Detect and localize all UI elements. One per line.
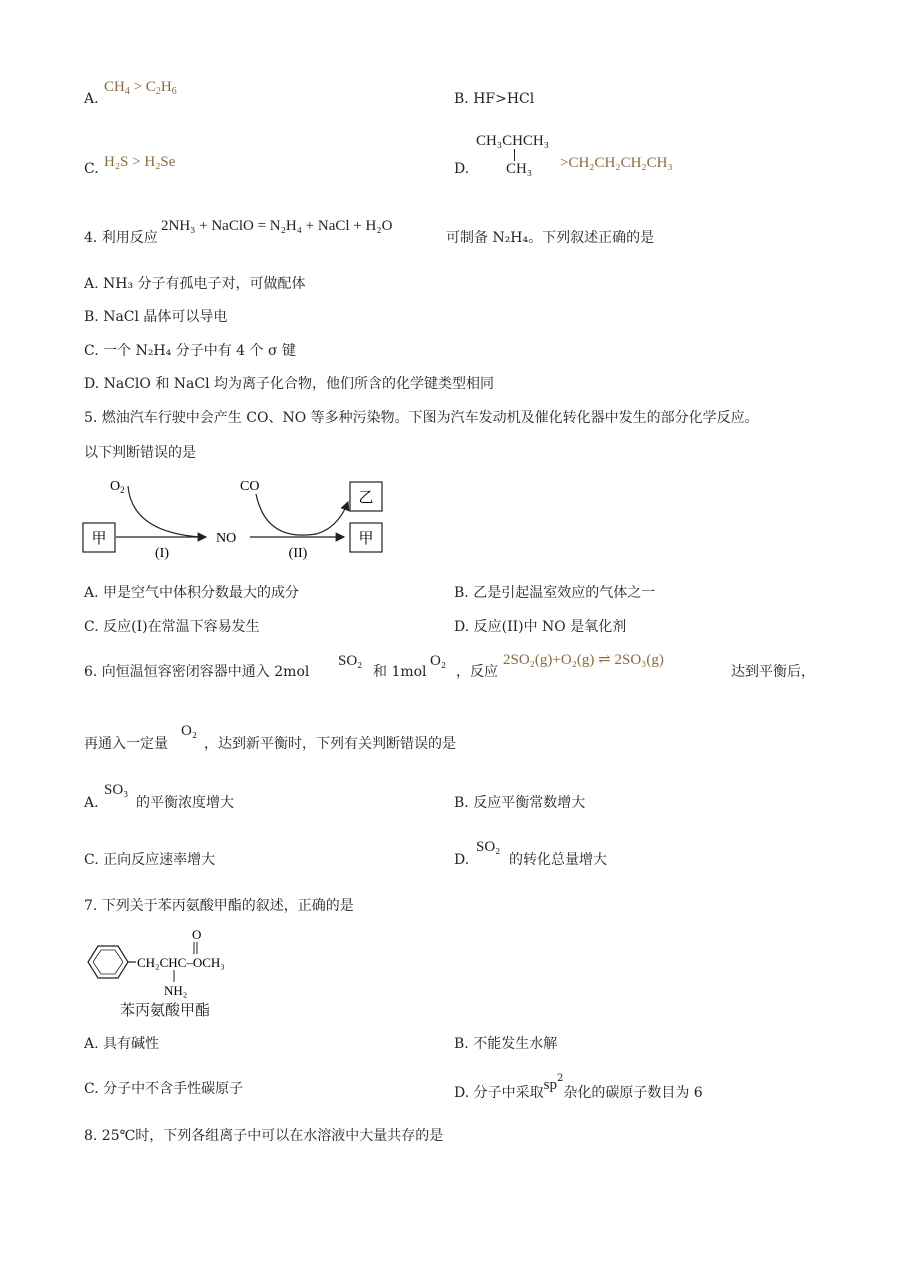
q5-box-jia-right-text: 甲 bbox=[358, 531, 374, 547]
q5-o2-label: $O_2$ bbox=[110, 479, 125, 495]
q6-option-b: B. 反应平衡常数增大 bbox=[454, 795, 586, 811]
q5-curve-o2 bbox=[128, 486, 200, 537]
q5-stem-line1: 5. 燃油汽车行驶中会产生 CO、NO 等多种污染物。下图为汽车发动机及催化转化器中发生的部分化学反应。 bbox=[84, 410, 759, 426]
q7-stem: 7. 下列关于苯丙氨酸甲酯的叙述，正确的是 bbox=[84, 898, 354, 914]
q6-stem-part4: 达到平衡后， bbox=[731, 664, 815, 680]
q6-option-a-text: 的平衡浓度增大 bbox=[136, 795, 234, 811]
q7-option-a: A. 具有碱性 bbox=[84, 1036, 160, 1052]
q7-chain: CH₂CHC–OCH₃ bbox=[137, 955, 225, 970]
q3-option-b: B. HF>HCl bbox=[454, 91, 535, 107]
q5-no-label: NO bbox=[216, 531, 237, 546]
q6-so2: SO₂ bbox=[338, 653, 363, 669]
q7-option-d-sup: 2 bbox=[556, 1073, 564, 1084]
q6-stem-line2-suffix: ，达到新平衡时，下列有关判断错误的是 bbox=[204, 736, 456, 752]
q5-box-yi-text: 乙 bbox=[358, 490, 374, 506]
q6-stem-line2-prefix: 再通入一定量 bbox=[84, 736, 168, 752]
q4-stem-prefix: 4. 利用反应 bbox=[84, 230, 158, 246]
q3-option-a-label: A. bbox=[84, 91, 99, 107]
q6-option-d-label: D. bbox=[454, 852, 470, 868]
q5-step1-label: (I) bbox=[155, 546, 169, 561]
q3-option-d-branch-top: CH₃CHCH₃ bbox=[476, 133, 549, 149]
q3-option-d-right: >CH₂CH₂CH₂CH₃ bbox=[560, 155, 673, 171]
q3-option-d-branch-bottom: CH₃ bbox=[506, 161, 533, 177]
q7-option-d-formula: sp bbox=[543, 1077, 557, 1093]
q4-equation: 2NH₃ + NaClO = N₂H₄ + NaCl + H₂O bbox=[161, 218, 393, 234]
q5-option-c: C. 反应(I)在常温下容易发生 bbox=[84, 619, 260, 635]
q6-option-a-formula: SO₃ bbox=[104, 782, 129, 798]
q7-option-b: B. 不能发生水解 bbox=[454, 1036, 558, 1052]
q7-option-c: C. 分子中不含手性碳原子 bbox=[84, 1081, 244, 1097]
q6-equation: 2SO₂(g)+O₂(g) ⇌ 2SO₃(g) bbox=[503, 652, 664, 668]
q7-benzene-ring bbox=[88, 946, 128, 978]
q6-option-a-label: A. bbox=[84, 795, 99, 811]
q5-option-d: D. 反应(II)中 NO 是氧化剂 bbox=[454, 619, 627, 635]
q3-option-c-label: C. bbox=[84, 161, 99, 177]
q3-option-a-formula: $CH_4 > C_2H_6$ bbox=[104, 79, 177, 97]
q4-option-a: A. NH₃ 分子有孤电子对，可做配体 bbox=[84, 276, 306, 292]
q4-option-b: B. NaCl 晶体可以导电 bbox=[84, 309, 228, 325]
q5-option-a: A. 甲是空气中体积分数最大的成分 bbox=[84, 585, 300, 601]
q5-co-label: CO bbox=[240, 479, 260, 494]
q6-stem-part2: 和 1mol bbox=[373, 664, 427, 680]
q3-option-d-label: D. bbox=[454, 161, 470, 177]
q5-option-b: B. 乙是引起温室效应的气体之一 bbox=[454, 585, 656, 601]
q7-benzene-inner bbox=[93, 950, 123, 974]
q4-option-d: D. NaClO 和 NaCl 均为离子化合物，他们所含的化学键类型相同 bbox=[84, 376, 495, 392]
q6-option-d-text: 的转化总量增大 bbox=[509, 852, 607, 868]
q5-curve-co bbox=[256, 494, 348, 535]
q6-stem-line2-o2: O₂ bbox=[181, 723, 198, 739]
q5-stem-line2: 以下判断错误的是 bbox=[84, 445, 196, 461]
q5-step2-label: (II) bbox=[288, 546, 308, 561]
q6-option-d-formula: SO₂ bbox=[476, 839, 501, 855]
q6-stem-part1: 6. 向恒温恒容密闭容器中通入 2mol bbox=[84, 664, 310, 680]
q4-stem-suffix: 可制备 N₂H₄。下列叙述正确的是 bbox=[446, 230, 655, 246]
q6-o2: O₂ bbox=[430, 653, 447, 669]
q6-stem-part3: ，反应 bbox=[456, 664, 498, 680]
q7-nh2: NH₂ bbox=[164, 983, 188, 998]
q3-option-c-formula: H₂S > H₂Se bbox=[104, 154, 176, 170]
q5-box-jia-left-text: 甲 bbox=[91, 531, 107, 547]
q6-option-c: C. 正向反应速率增大 bbox=[84, 852, 216, 868]
q7-option-d: D. 分子中采取$sp^2$杂化的碳原子数目为 6 bbox=[454, 1073, 703, 1101]
q8-stem: 8. 25℃时，下列各组离子中可以在水溶液中大量共存的是 bbox=[84, 1128, 444, 1144]
q5-reaction-diagram bbox=[80, 472, 390, 564]
q7-structure-caption: 苯丙氨酸甲酯 bbox=[120, 1001, 211, 1019]
q7-carbonyl-o: O bbox=[192, 927, 202, 942]
q4-option-c: C. 一个 N₂H₄ 分子中有 4 个 σ 键 bbox=[84, 343, 296, 359]
